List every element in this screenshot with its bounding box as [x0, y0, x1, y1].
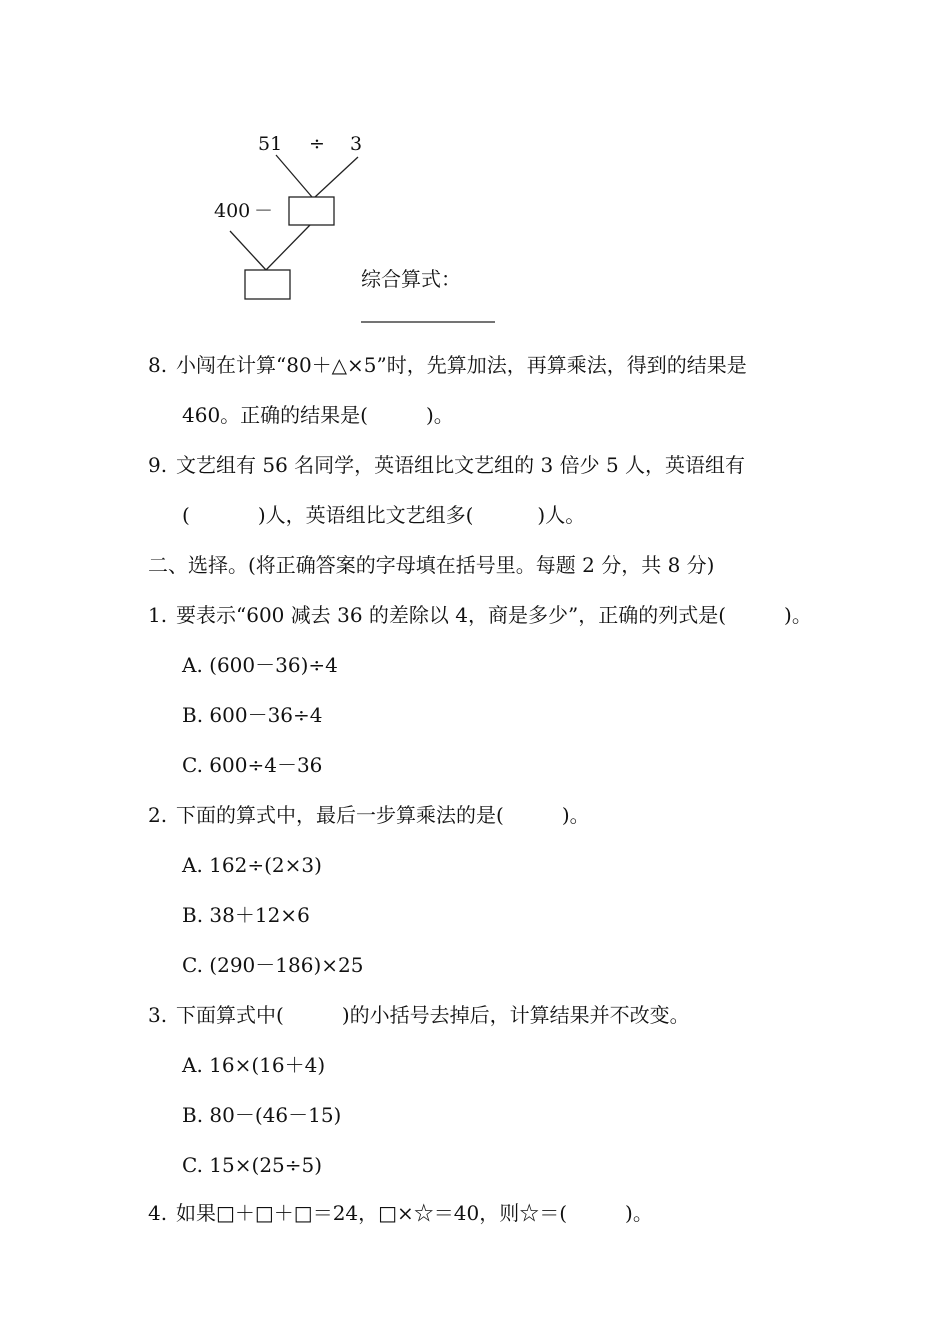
diagram-divide-sign: ÷	[309, 133, 325, 155]
choice-q1-option-a: A. (600－36)÷4	[182, 653, 338, 677]
q9-number: 9.	[148, 453, 168, 477]
choice-q4-number: 4.	[148, 1201, 168, 1225]
diagram-number-3: 3	[350, 133, 363, 155]
choice-q3-number: 3.	[148, 1003, 168, 1027]
choice-q1-number: 1.	[148, 603, 168, 627]
choice-q3-option-c: C. 15×(25÷5)	[182, 1153, 323, 1177]
intermediate-result-box	[289, 197, 334, 225]
diagram-minus-sign: －	[254, 200, 274, 222]
choice-q3-stem: 下面算式中( )的小括号去掉后，计算结果并不改变。	[176, 1003, 690, 1027]
q9-line2: ( )人，英语组比文艺组多( )人。	[182, 503, 586, 527]
diagram-lines	[200, 125, 520, 335]
choice-q1-option-b: B. 600－36÷4	[182, 703, 323, 727]
calculation-flow-diagram	[200, 125, 520, 335]
diagram-number-51: 51	[258, 133, 283, 155]
q9-line1: 文艺组有 56 名同学，英语组比文艺组的 3 倍少 5 人，英语组有	[176, 453, 746, 477]
choice-q2-option-b: B. 38＋12×6	[182, 903, 310, 927]
choice-q2-option-a: A. 162÷(2×3)	[182, 853, 322, 877]
q8-line1: 小闯在计算“80＋△×5”时，先算加法，再算乘法，得到的结果是	[176, 353, 747, 377]
choice-q4-stem: 如果□＋□＋□＝24，□×☆＝40，则☆＝( )。	[176, 1201, 653, 1225]
q8-line2: 460。正确的结果是( )。	[182, 403, 454, 427]
choice-q2-stem: 下面的算式中，最后一步算乘法的是( )。	[176, 803, 590, 827]
q8-number: 8.	[148, 353, 168, 377]
choice-q1-option-c: C. 600÷4－36	[182, 753, 323, 777]
choice-q2-number: 2.	[148, 803, 168, 827]
section-2-title: 二、选择。(将正确答案的字母填在括号里。每题 2 分，共 8 分)	[148, 553, 715, 577]
final-result-box	[245, 270, 290, 299]
choice-q2-option-c: C. (290－186)×25	[182, 953, 364, 977]
choice-q3-option-a: A. 16×(16＋4)	[182, 1053, 326, 1077]
diagram-number-400: 400	[214, 200, 251, 222]
choice-q3-option-b: B. 80－(46－15)	[182, 1103, 342, 1127]
combined-formula-label: 综合算式：	[361, 267, 461, 291]
choice-q1-stem: 要表示“600 减去 36 的差除以 4，商是多少”，正确的列式是( )。	[176, 603, 812, 627]
